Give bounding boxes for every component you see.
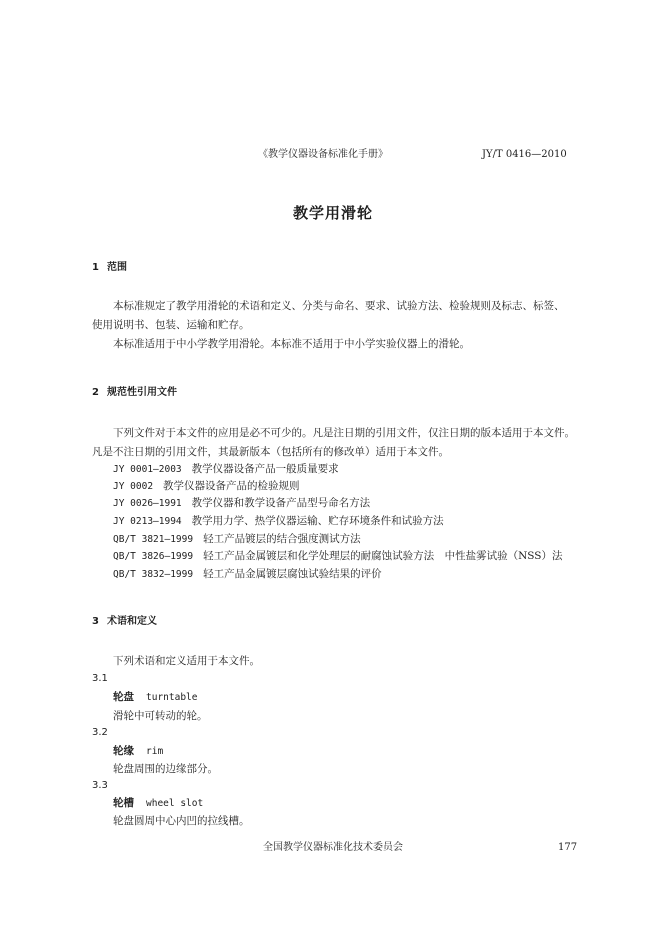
reference-code: JY 0002 — [113, 481, 154, 492]
section-2-heading — [92, 386, 177, 400]
term-entry — [113, 744, 163, 759]
paragraph-line: 下列文件对于本文件的应用是必不可少的。凡是注日期的引用文件，仅注日期的版本适用于本文件。 — [113, 427, 575, 439]
term-entry — [113, 796, 203, 811]
paragraph-line: 凡是不注日期的引用文件，其最新版本（包括所有的修改单）适用于本文件。 — [92, 446, 449, 458]
reference-item — [113, 479, 300, 494]
paragraph-line: 本标准规定了教学用滑轮的术语和定义、分类与命名、要求、试验方法、检验规则及标志、标签、 — [113, 300, 565, 312]
reference-code: JY 0026—1991 — [113, 498, 182, 509]
reference-code: QB/T 3826—1999 — [113, 551, 194, 562]
reference-code: JY 0001—2003 — [113, 464, 182, 475]
paragraph-line: 本标准适用于中小学教学用滑轮。本标准不适用于中小学实验仪器上的滑轮。 — [113, 338, 470, 350]
section-number: 1 — [92, 262, 99, 273]
section-title: 术语和定义 — [107, 616, 157, 627]
section-title: 规范性引用文件 — [107, 387, 177, 398]
reference-title: 教学仪器设备产品的检验规则 — [163, 480, 300, 492]
footer-committee: 全国教学仪器标准化技术委员会 — [263, 842, 403, 853]
term-english: rim — [146, 746, 164, 757]
section-number: 3 — [92, 616, 99, 627]
standard-code: JY/T 0416—2010 — [482, 149, 567, 160]
term-chinese: 轮槽 — [113, 797, 134, 809]
page-number: 177 — [558, 842, 578, 853]
term-chinese: 轮盘 — [113, 691, 134, 703]
reference-item — [113, 567, 382, 582]
clause-number: 3.1 — [92, 673, 108, 684]
page-title: 教学用滑轮 — [292, 204, 373, 222]
reference-title: 教学仪器设备产品一般质量要求 — [191, 463, 339, 475]
reference-code: QB/T 3832—1999 — [113, 569, 194, 580]
section-1-heading — [92, 261, 127, 275]
reference-item — [113, 514, 444, 529]
term-definition: 滑轮中可转动的轮。 — [113, 710, 208, 722]
reference-item — [113, 462, 339, 477]
term-chinese: 轮缘 — [113, 745, 134, 757]
reference-code: QB/T 3821—1999 — [113, 534, 194, 545]
term-entry — [113, 690, 197, 705]
paragraph-line: 下列术语和定义适用于本文件。 — [113, 655, 260, 667]
handbook-title: 《教学仪器设备标准化手册》 — [258, 149, 388, 160]
reference-title: 轻工产品金属镀层腐蚀试验结果的评价 — [203, 568, 382, 580]
reference-title: 教学用力学、热学仪器运输、贮存环境条件和试验方法 — [191, 515, 444, 527]
reference-item — [113, 532, 361, 547]
paragraph-line: 使用说明书、包装、运输和贮存。 — [92, 319, 250, 331]
section-number: 2 — [92, 387, 99, 398]
reference-title: 轻工产品镀层的结合强度测试方法 — [203, 533, 361, 545]
reference-title: 轻工产品金属镀层和化学处理层的耐腐蚀试验方法 中性盐雾试验（NSS）法 — [203, 550, 563, 562]
term-english: turntable — [146, 692, 198, 703]
reference-item — [113, 549, 562, 564]
clause-number: 3.2 — [92, 727, 108, 738]
term-definition: 轮盘周围的边缘部分。 — [113, 763, 218, 775]
section-title: 范围 — [107, 262, 127, 273]
reference-title: 教学仪器和教学设备产品型号命名方法 — [191, 497, 371, 509]
term-definition: 轮盘圆周中心内凹的拉线槽。 — [113, 815, 250, 827]
reference-code: JY 0213—1994 — [113, 516, 182, 527]
clause-number: 3.3 — [92, 780, 108, 791]
section-3-heading — [92, 615, 157, 629]
term-english: wheel slot — [146, 798, 204, 809]
reference-item — [113, 496, 370, 511]
